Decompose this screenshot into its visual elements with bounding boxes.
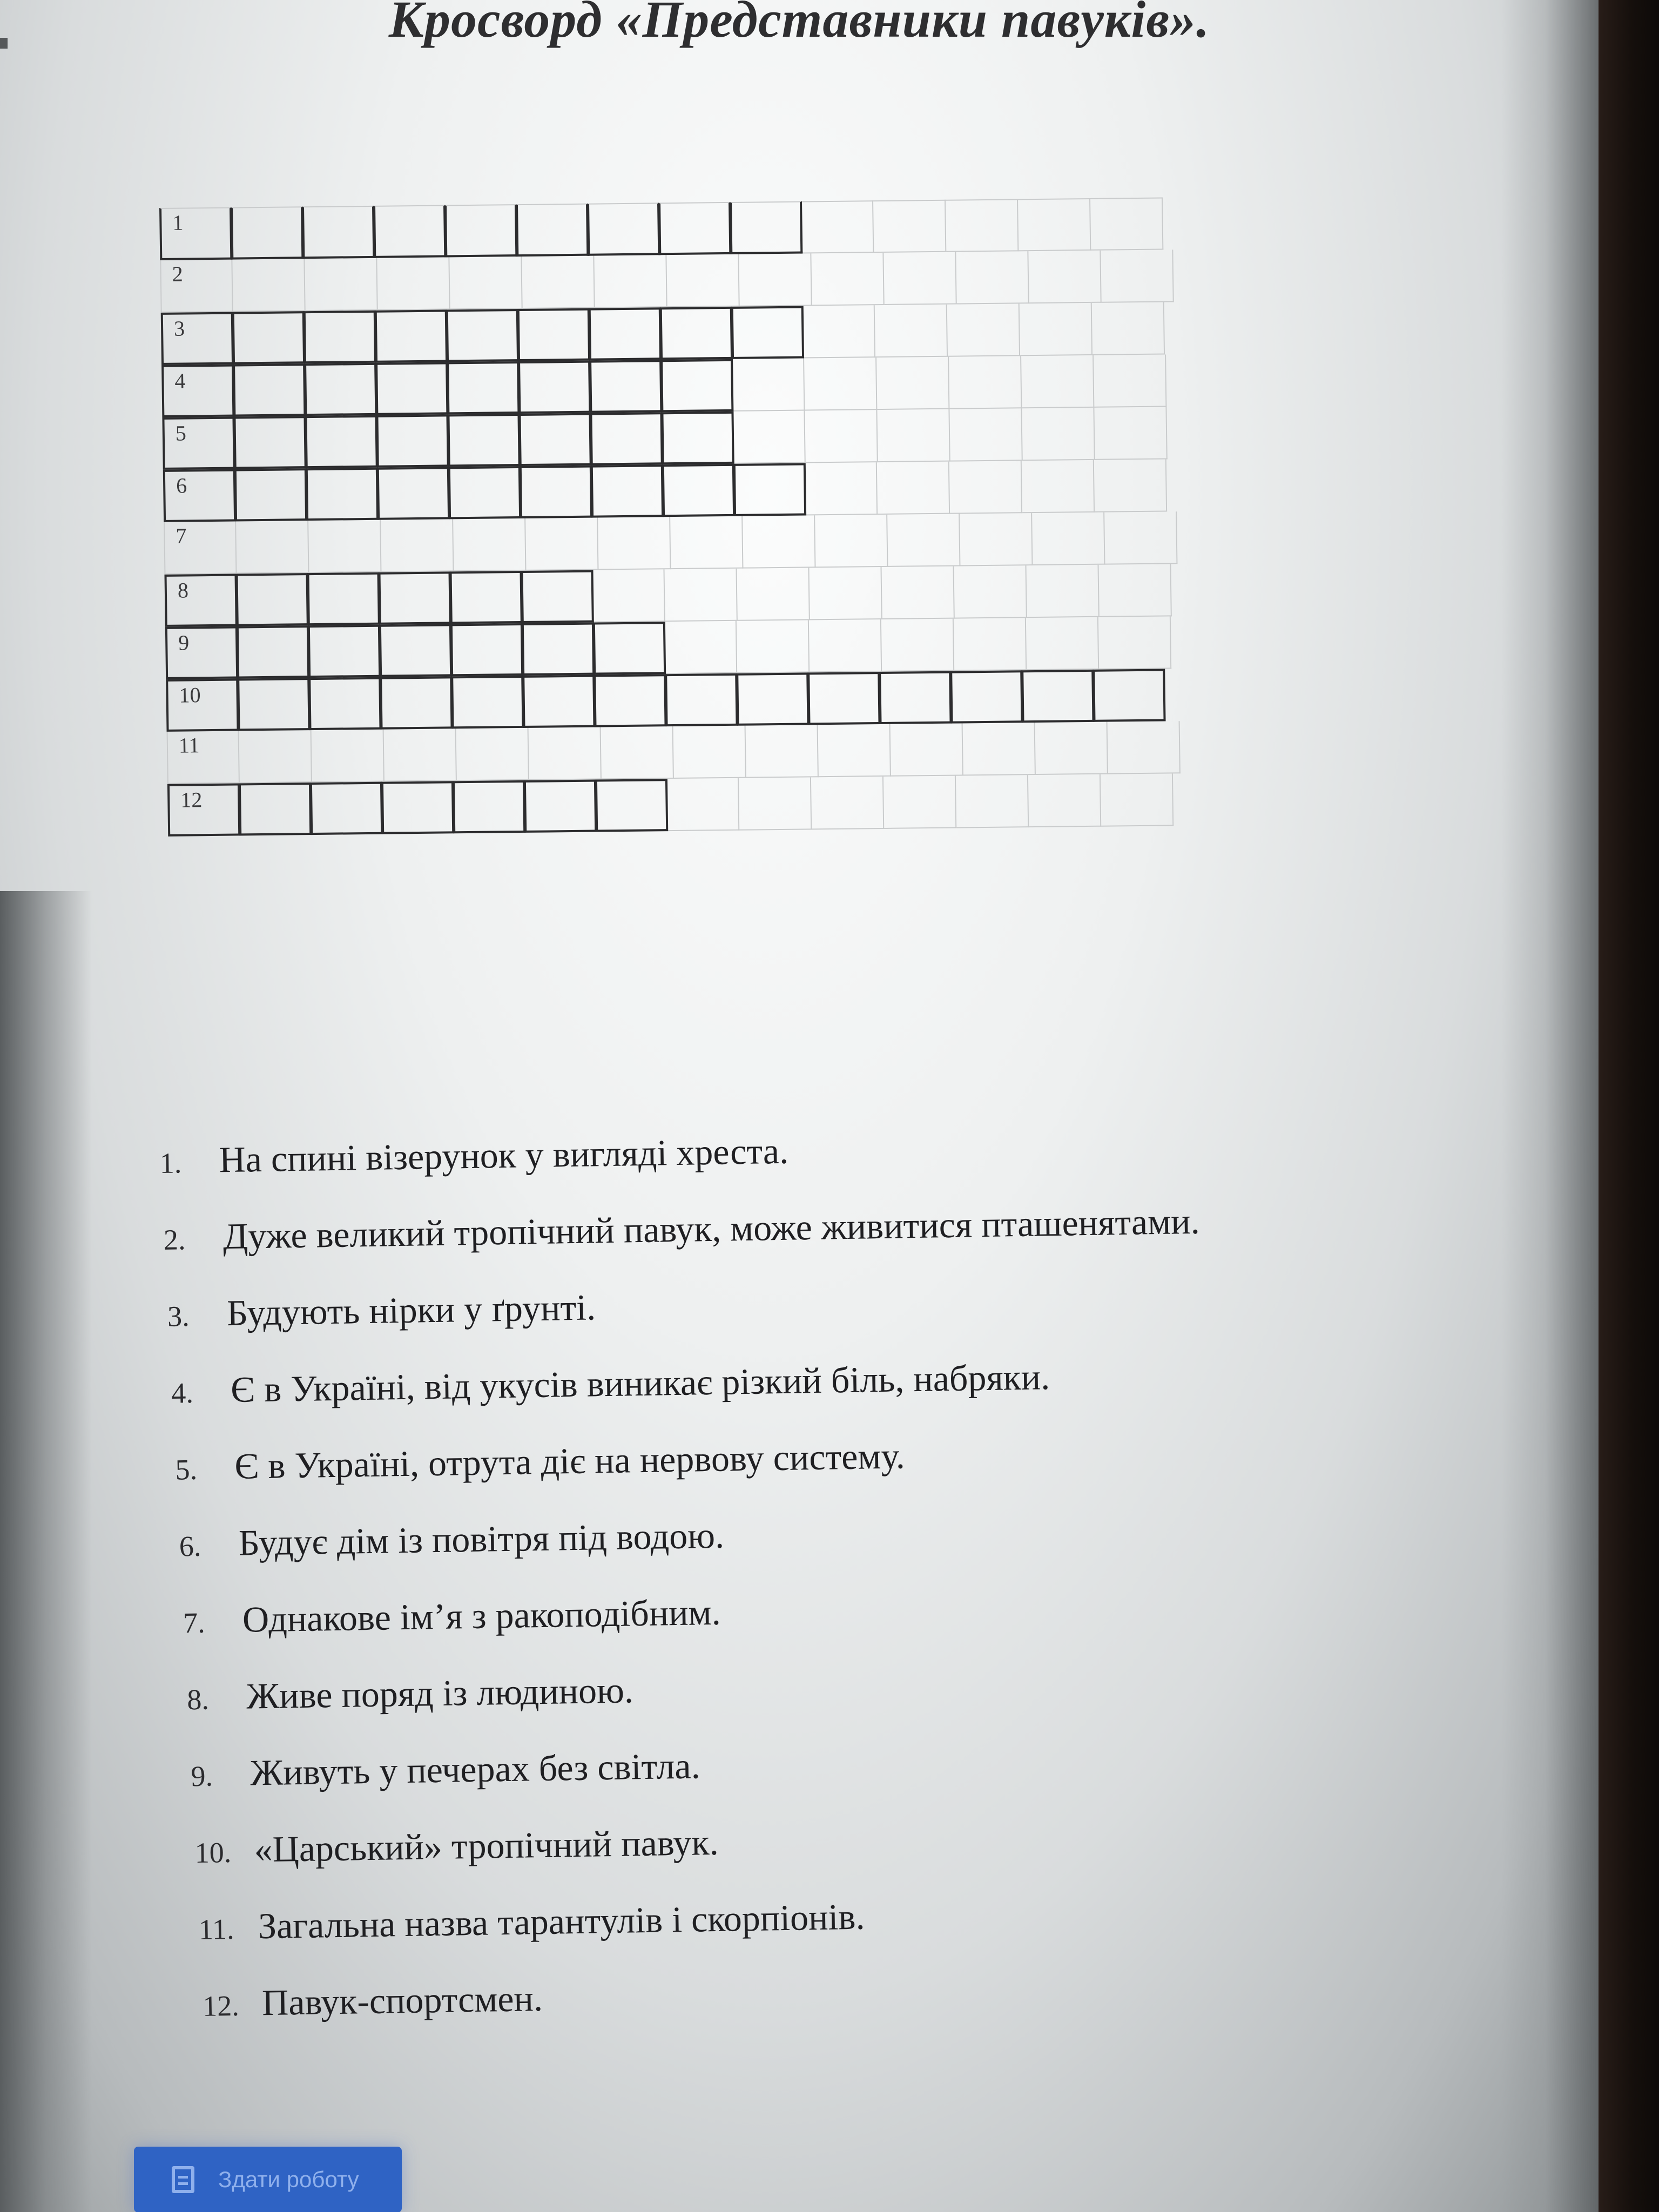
clue-number: 2. bbox=[163, 1223, 186, 1256]
crossword-grid-cell bbox=[815, 515, 888, 568]
crossword-row-number: 10 bbox=[179, 683, 201, 707]
clue-number: 8. bbox=[186, 1683, 210, 1716]
clue-text: «Царський» тропічний павук. bbox=[254, 1821, 719, 1870]
crossword-answer-cell[interactable] bbox=[162, 417, 235, 470]
crossword-grid-cell bbox=[743, 515, 815, 568]
crossword-grid-cell bbox=[875, 305, 948, 358]
crossword-answer-cell[interactable] bbox=[518, 413, 591, 466]
crossword-grid-cell bbox=[946, 199, 1019, 252]
crossword-grid-cell bbox=[737, 620, 810, 673]
crossword-answer-cell[interactable] bbox=[450, 623, 523, 676]
crossword-answer-cell[interactable] bbox=[447, 361, 520, 414]
crossword-answer-cell[interactable] bbox=[665, 673, 738, 726]
crossword-grid-cell bbox=[305, 258, 377, 311]
crossword-answer-cell[interactable] bbox=[451, 676, 524, 729]
crossword-grid-cell bbox=[1104, 511, 1177, 564]
crossword-grid-cell bbox=[1101, 773, 1174, 826]
crossword-answer-cell[interactable] bbox=[730, 201, 802, 254]
crossword-answer-cell[interactable] bbox=[736, 672, 809, 725]
crossword-grid-cell bbox=[1022, 460, 1095, 513]
crossword-grid-cell bbox=[956, 251, 1029, 304]
clue-text: Будують нірки у ґрунті. bbox=[226, 1286, 596, 1334]
crossword-answer-cell[interactable] bbox=[521, 570, 594, 623]
crossword-grid-cell bbox=[1028, 251, 1101, 304]
crossword-grid-cell bbox=[664, 621, 737, 674]
clue-text: Загальна назва тарантулів і скорпіонів. bbox=[258, 1896, 866, 1947]
crossword-grid-cell bbox=[877, 462, 950, 515]
crossword-answer-cell[interactable] bbox=[163, 469, 236, 522]
crossword-answer-cell[interactable] bbox=[661, 412, 734, 464]
crossword-answer-cell[interactable] bbox=[879, 671, 952, 724]
crossword-answer-cell[interactable] bbox=[524, 780, 597, 833]
crossword-grid-cell bbox=[167, 731, 240, 784]
crossword-grid-cell bbox=[877, 409, 950, 462]
crossword-answer-cell[interactable] bbox=[380, 676, 453, 729]
crossword-grid-cell bbox=[732, 358, 805, 411]
crossword-row-number: 5 bbox=[175, 421, 187, 446]
crossword-grid-cell bbox=[960, 513, 1033, 566]
crossword-grid-cell bbox=[1020, 303, 1092, 356]
crossword-answer-cell[interactable] bbox=[660, 359, 733, 412]
crossword-row-number: 11 bbox=[178, 733, 200, 758]
crossword-grid-cell bbox=[666, 778, 739, 831]
crossword-grid-cell bbox=[601, 726, 674, 779]
crossword-answer-cell[interactable] bbox=[304, 363, 377, 416]
crossword-grid-cell bbox=[381, 519, 454, 572]
crossword-row-number: 9 bbox=[178, 630, 190, 655]
clue-text: Живе поряд із людиною. bbox=[246, 1669, 634, 1717]
crossword-answer-cell[interactable] bbox=[307, 572, 380, 625]
crossword-grid-cell bbox=[884, 776, 956, 829]
clue-text: Є в Україні, від укусів виникає різкий біль, набряки. bbox=[230, 1356, 1050, 1410]
crossword-answer-cell[interactable] bbox=[381, 781, 454, 834]
crossword-grid-cell bbox=[449, 257, 522, 309]
crossword-answer-cell[interactable] bbox=[447, 414, 520, 467]
crossword-answer-cell[interactable] bbox=[308, 625, 381, 678]
crossword-grid-cell bbox=[956, 775, 1029, 828]
crossword-grid-cell bbox=[664, 569, 737, 622]
crossword-grid-cell bbox=[598, 517, 671, 570]
crossword-row-number: 3 bbox=[173, 316, 185, 341]
crossword-answer-cell[interactable] bbox=[589, 360, 662, 413]
crossword-answer-cell[interactable] bbox=[232, 311, 305, 364]
crossword-answer-cell[interactable] bbox=[164, 574, 237, 626]
crossword-answer-cell[interactable] bbox=[165, 626, 238, 679]
crossword-answer-cell[interactable] bbox=[444, 204, 517, 257]
crossword-answer-cell[interactable] bbox=[731, 306, 804, 359]
crossword-grid-cell bbox=[876, 357, 949, 410]
crossword-answer-cell[interactable] bbox=[373, 205, 446, 258]
clue-item bbox=[203, 1967, 1213, 2059]
crossword-answer-cell[interactable] bbox=[375, 362, 448, 415]
crossword-grid-cell bbox=[805, 462, 878, 515]
clue-number: 6. bbox=[179, 1529, 201, 1563]
crossword-grid-cell bbox=[811, 777, 884, 830]
crossword-answer-cell[interactable] bbox=[304, 311, 376, 363]
crossword-answer-cell[interactable] bbox=[235, 573, 308, 626]
crossword-grid-cell bbox=[312, 730, 385, 783]
crossword-grid-cell bbox=[1094, 354, 1166, 407]
crossword-grid-cell bbox=[453, 518, 526, 571]
crossword-grid-cell bbox=[881, 619, 954, 672]
clue-number: 11. bbox=[198, 1913, 234, 1946]
crossword-answer-cell[interactable] bbox=[807, 672, 880, 725]
crossword-grid-cell bbox=[592, 569, 665, 622]
crossword-grid-cell bbox=[377, 257, 450, 310]
crossword-grid-cell bbox=[1092, 302, 1165, 355]
crossword-grid-cell bbox=[954, 618, 1027, 671]
crossword-grid-cell bbox=[1101, 249, 1174, 302]
clue-number: 7. bbox=[183, 1606, 206, 1640]
crossword-answer-cell[interactable] bbox=[449, 571, 522, 624]
crossword-row-number: 7 bbox=[176, 523, 187, 548]
crossword-answer-cell[interactable] bbox=[233, 363, 306, 416]
crossword-answer-cell[interactable] bbox=[520, 466, 592, 518]
crossword-row-number: 2 bbox=[172, 261, 184, 286]
clue-number: 1. bbox=[159, 1147, 182, 1179]
crossword-answer-cell[interactable] bbox=[517, 308, 590, 361]
crossword-answer-cell[interactable] bbox=[595, 779, 668, 832]
crossword-grid-cell bbox=[236, 521, 309, 574]
clue-text: Павук-спортсмен. bbox=[261, 1978, 543, 2024]
crossword-grid-cell bbox=[1108, 721, 1181, 774]
crossword-answer-cell[interactable] bbox=[375, 309, 448, 362]
crossword-grid-cell bbox=[239, 730, 312, 783]
crossword-grid-cell bbox=[963, 723, 1036, 775]
crossword-answer-cell[interactable] bbox=[231, 206, 304, 259]
crossword-grid-cell bbox=[949, 461, 1022, 514]
crossword-grid-cell bbox=[818, 724, 891, 777]
crossword-answer-cell[interactable] bbox=[522, 623, 595, 676]
clue-list bbox=[159, 1123, 1212, 2060]
crossword-grid-cell bbox=[739, 253, 812, 306]
crossword-answer-cell[interactable] bbox=[1092, 669, 1165, 721]
crossword-grid-cell bbox=[1026, 565, 1099, 618]
crossword-answer-cell[interactable] bbox=[310, 782, 383, 835]
crossword-grid-cell bbox=[737, 568, 810, 621]
crossword-grid-cell bbox=[1098, 616, 1171, 669]
crossword-grid-cell bbox=[1094, 407, 1167, 460]
crossword-grid-cell bbox=[1035, 722, 1108, 775]
crossword-answer-cell[interactable] bbox=[377, 467, 450, 520]
crossword-answer-cell[interactable] bbox=[448, 466, 521, 519]
crossword-answer-cell[interactable] bbox=[233, 416, 306, 469]
crossword-grid-cell bbox=[1094, 459, 1167, 512]
crossword-answer-cell[interactable] bbox=[161, 312, 234, 365]
crossword-grid-cell bbox=[1022, 408, 1095, 461]
page-shadow-right bbox=[1501, 0, 1599, 2212]
clue-number: 4. bbox=[171, 1377, 194, 1410]
crossword-row-number: 12 bbox=[180, 787, 203, 812]
crossword-grid-cell bbox=[384, 729, 457, 781]
crossword-grid-cell bbox=[947, 304, 1020, 356]
crossword-grid-cell bbox=[1090, 198, 1163, 251]
crossword-grid-cell bbox=[887, 514, 960, 567]
crossword-grid-cell bbox=[1021, 355, 1094, 408]
clue-text: Будує дім із повітря під водою. bbox=[238, 1514, 725, 1563]
crossword-answer-cell[interactable] bbox=[166, 678, 239, 731]
crossword-grid-cell bbox=[881, 567, 954, 619]
crossword-grid-cell bbox=[1032, 512, 1105, 565]
crossword-grid-cell bbox=[805, 410, 878, 463]
crossword-answer-cell[interactable] bbox=[167, 783, 240, 836]
crossword-answer-cell[interactable] bbox=[1021, 670, 1094, 723]
clue-number: 9. bbox=[191, 1759, 213, 1793]
crossword-answer-cell[interactable] bbox=[378, 571, 451, 624]
crossword-grid-cell bbox=[1028, 774, 1101, 827]
crossword-answer-cell[interactable] bbox=[591, 464, 664, 517]
crossword-answer-cell[interactable] bbox=[239, 783, 312, 835]
crossword-grid-cell bbox=[673, 726, 746, 779]
crossword-grid-cell bbox=[809, 619, 882, 672]
crossword-grid-cell bbox=[801, 200, 874, 253]
crossword-grid-cell bbox=[873, 200, 946, 253]
crossword-grid-cell bbox=[802, 305, 875, 358]
crossword-grid-cell bbox=[1018, 198, 1091, 251]
crossword-grid bbox=[159, 197, 1181, 836]
crossword-row bbox=[166, 669, 1179, 732]
crossword-grid-cell bbox=[308, 520, 381, 573]
crossword-answer-cell[interactable] bbox=[237, 678, 310, 731]
crossword-answer-cell[interactable] bbox=[237, 625, 309, 678]
page-shadow-left bbox=[0, 891, 92, 2212]
crossword-grid-cell bbox=[949, 408, 1022, 461]
crossword-grid-cell bbox=[811, 253, 884, 306]
crossword-grid-cell bbox=[670, 516, 743, 569]
clue-text: На спині візерунок у вигляді хреста. bbox=[219, 1130, 789, 1181]
crossword-grid-cell bbox=[594, 255, 667, 308]
crossword-answer-cell[interactable] bbox=[950, 670, 1023, 723]
desk-background bbox=[1593, 0, 1659, 2212]
crossword-answer-cell[interactable] bbox=[308, 677, 381, 730]
crossword-grid-cell bbox=[525, 517, 598, 570]
crossword-grid-cell bbox=[666, 254, 739, 307]
crossword-answer-cell[interactable] bbox=[516, 204, 589, 257]
crossword-answer-cell[interactable] bbox=[658, 202, 731, 255]
crossword-row-number: 4 bbox=[174, 368, 186, 393]
clue-text: Є в Україні, отрута діє на нервову систему. bbox=[234, 1435, 906, 1487]
crossword-answer-cell[interactable] bbox=[161, 365, 234, 417]
crossword-answer-cell[interactable] bbox=[587, 203, 660, 255]
crossword-grid-cell bbox=[529, 727, 602, 780]
crossword-answer-cell[interactable] bbox=[306, 468, 379, 521]
page-title: Кросворд «Представники павуків». bbox=[388, 0, 1210, 48]
crossword-grid-cell bbox=[804, 358, 877, 410]
crossword-grid-cell bbox=[891, 723, 963, 776]
crossword-answer-cell[interactable] bbox=[594, 674, 666, 727]
crossword-grid-cell bbox=[1098, 564, 1171, 617]
clue-number: 10. bbox=[194, 1836, 232, 1870]
crossword-answer-cell[interactable] bbox=[590, 412, 663, 465]
crossword-grid-cell bbox=[164, 522, 237, 575]
crossword-grid-cell bbox=[884, 252, 956, 305]
crossword-answer-cell[interactable] bbox=[234, 468, 307, 521]
submit-work-label: Здати роботу bbox=[218, 2167, 359, 2192]
crossword-answer-cell[interactable] bbox=[376, 414, 449, 467]
crossword-answer-cell[interactable] bbox=[593, 622, 666, 675]
crossword-grid-cell bbox=[232, 259, 305, 312]
crossword-answer-cell[interactable] bbox=[589, 307, 662, 360]
crossword-grid-cell bbox=[456, 728, 529, 781]
crossword-answer-cell[interactable] bbox=[733, 463, 806, 516]
crossword-grid-cell bbox=[1026, 617, 1099, 670]
crossword-grid-cell bbox=[732, 410, 805, 463]
crossword-answer-cell[interactable] bbox=[522, 675, 595, 728]
crossword-grid-cell bbox=[739, 777, 812, 830]
crossword-answer-cell[interactable] bbox=[305, 415, 377, 468]
crossword-answer-cell[interactable] bbox=[453, 780, 525, 833]
submit-work-button[interactable] bbox=[134, 2147, 402, 2212]
crossword-answer-cell[interactable] bbox=[159, 207, 232, 260]
clue-number: 3. bbox=[167, 1300, 190, 1333]
crossword-answer-cell[interactable] bbox=[518, 361, 591, 414]
clue-number: 12. bbox=[202, 1989, 240, 2022]
document-icon bbox=[172, 2166, 194, 2193]
crossword-grid-cell bbox=[746, 725, 819, 778]
crossword-grid-cell bbox=[160, 260, 233, 313]
clue-number: 5. bbox=[175, 1453, 198, 1486]
crossword-row-number: 8 bbox=[177, 578, 189, 603]
clue-text: Дуже великий тропічний павук, може живитися пташенятами. bbox=[222, 1200, 1201, 1257]
clue-text: Живуть у печерах без світла. bbox=[249, 1745, 701, 1793]
crossword-answer-cell[interactable] bbox=[446, 309, 519, 362]
crossword-answer-cell[interactable] bbox=[660, 307, 733, 360]
clue-text: Однакове ім’я з ракоподібним. bbox=[242, 1591, 721, 1640]
crossword-row bbox=[167, 773, 1181, 837]
crossword-answer-cell[interactable] bbox=[302, 206, 375, 259]
crossword-grid-cell bbox=[809, 567, 882, 620]
crossword-grid-cell bbox=[949, 356, 1022, 409]
crossword-row-number: 1 bbox=[172, 210, 184, 235]
crossword-answer-cell[interactable] bbox=[379, 624, 452, 677]
crossword-answer-cell[interactable] bbox=[662, 464, 735, 517]
crossword-grid-cell bbox=[522, 256, 595, 309]
crossword-row-number: 6 bbox=[176, 473, 187, 498]
crossword-grid-cell bbox=[954, 565, 1027, 618]
